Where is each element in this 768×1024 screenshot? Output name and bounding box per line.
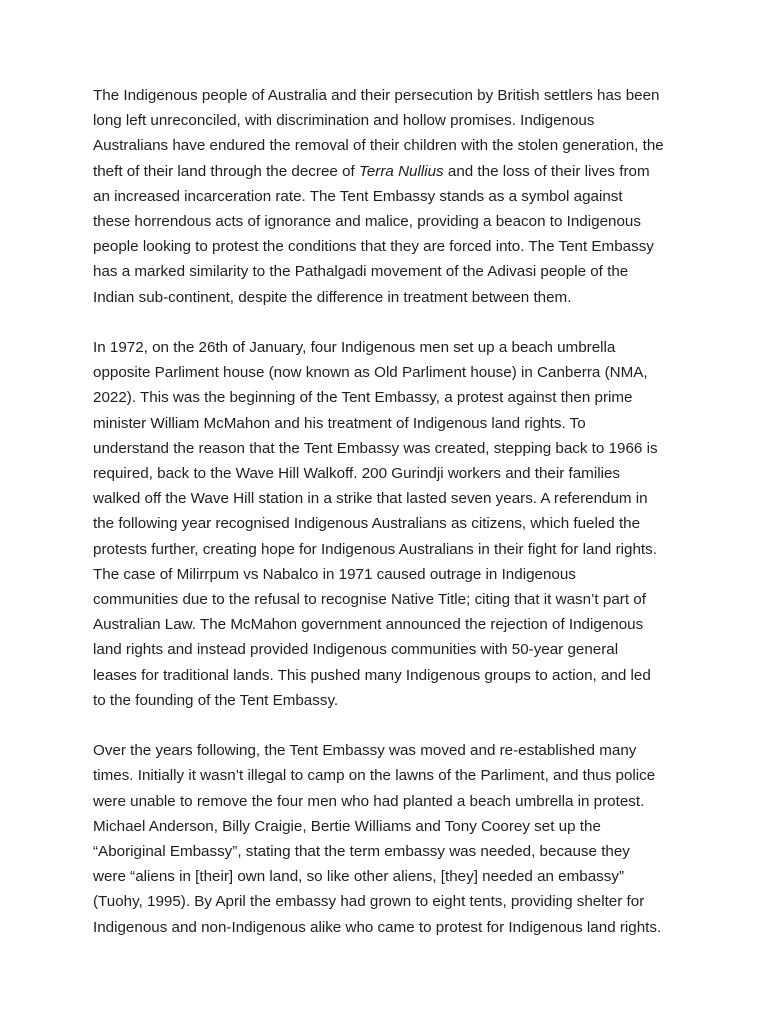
text-line: (Tuohy, 1995). By April the embassy had grown to eight tents, providing shelter for xyxy=(93,893,645,911)
italic-term: Terra Nullius xyxy=(358,162,444,180)
text-segment: and the loss of their lives from xyxy=(443,162,650,180)
document-page xyxy=(93,83,693,940)
text-line: times. Initially it wasn’t illegal to camp on the lawns of the Parliment, and thus police xyxy=(93,767,656,785)
text-line: walked off the Wave Hill station in a strike that lasted seven years. A referendum in xyxy=(93,490,648,508)
paragraph-2 xyxy=(93,335,693,713)
text-line: communities due to the refusal to recognise Native Title; citing that it wasn’t part of xyxy=(93,591,646,609)
text-line: has a marked similarity to the Pathalgadi movement of the Adivasi people of the xyxy=(93,263,629,281)
text-line xyxy=(93,159,693,184)
text-line: In 1972, on the 26th of January, four Indigenous men set up a beach umbrella xyxy=(93,339,616,357)
text-line: Over the years following, the Tent Embassy was moved and re-established many xyxy=(93,742,637,760)
text-line: opposite Parliment house (now known as Old Parliment house) in Canberra (NMA, xyxy=(93,364,648,382)
text-line: Australian Law. The McMahon government announced the rejection of Indigenous xyxy=(93,616,644,634)
text-line: “Aboriginal Embassy”, stating that the term embassy was needed, because they xyxy=(93,843,630,861)
text-line: minister William McMahon and his treatment of Indigenous land rights. To xyxy=(93,414,586,432)
text-line: to the founding of the Tent Embassy. xyxy=(93,691,339,709)
text-line: an increased incarceration rate. The Tent Embassy stands as a symbol against xyxy=(93,187,623,205)
text-line: The case of Milirrpum vs Nabalco in 1971 caused outrage in Indigenous xyxy=(93,565,576,583)
text-line: protests further, creating hope for Indigenous Australians in their fight for land rights. xyxy=(93,540,657,558)
text-line: these horrendous acts of ignorance and malice, providing a beacon to Indigenous xyxy=(93,213,641,231)
text-line: the following year recognised Indigenous Australians as citizens, which fueled the xyxy=(93,515,641,533)
text-line: Indian sub-continent, despite the difference in treatment between them. xyxy=(93,288,572,306)
text-line: people looking to protest the conditions that they are forced into. The Tent Embassy xyxy=(93,238,654,256)
text-line: Australians have endured the removal of their children with the stolen generation, the xyxy=(93,137,664,155)
paragraph-3 xyxy=(93,738,693,940)
text-segment: theft of their land through the decree of xyxy=(93,162,359,180)
paragraph-1 xyxy=(93,83,693,310)
text-line: Michael Anderson, Billy Craigie, Bertie Williams and Tony Coorey set up the xyxy=(93,817,601,835)
text-line: required, back to the Wave Hill Walkoff. 200 Gurindji workers and their families xyxy=(93,465,621,483)
text-line: land rights and instead provided Indigenous communities with 50-year general xyxy=(93,641,619,659)
text-line: 2022). This was the beginning of the Tent Embassy, a protest against then prime xyxy=(93,389,633,407)
text-line: leases for traditional lands. This pushed many Indigenous groups to action, and led xyxy=(93,666,651,684)
text-line: The Indigenous people of Australia and their persecution by British settlers has been xyxy=(93,87,660,104)
text-line: understand the reason that the Tent Embassy was created, stepping back to 1966 is xyxy=(93,439,658,457)
text-line: Indigenous and non-Indigenous alike who came to protest for Indigenous land rights. xyxy=(93,918,662,936)
text-line: were “aliens in [their] own land, so like other aliens, [they] needed an embassy” xyxy=(93,868,625,886)
text-line: were unable to remove the four men who had planted a beach umbrella in protest. xyxy=(93,792,645,810)
text-line: long left unreconciled, with discrimination and hollow promises. Indigenous xyxy=(93,112,595,130)
